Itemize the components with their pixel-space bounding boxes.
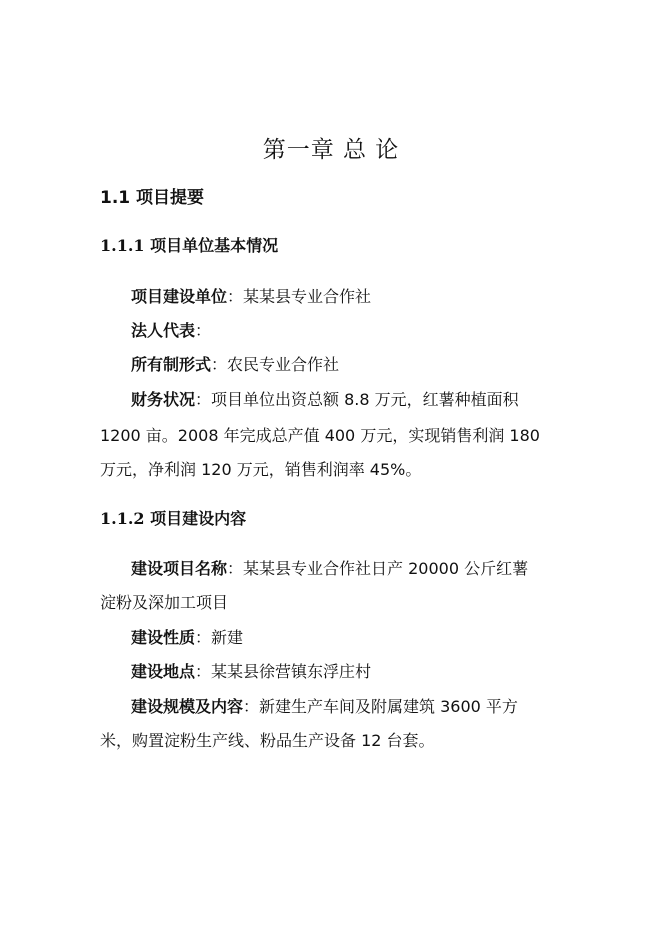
finance-line-2: 1200 亩。2008 年完成总产值 400 万元，实现销售利润 180 bbox=[100, 426, 540, 445]
nature-line bbox=[131, 626, 601, 650]
nature-label: 建设性质 bbox=[131, 628, 196, 647]
finance-line-1 bbox=[131, 388, 601, 412]
scale-separator: ： bbox=[243, 697, 260, 716]
ownership-label: 所有制形式 bbox=[131, 355, 212, 374]
scale-line-2: 米，购置淀粉生产线、粉品生产设备 12 台套。 bbox=[100, 731, 435, 750]
scale-line-1 bbox=[131, 695, 601, 719]
project-name-line-2: 淀粉及深加工项目 bbox=[100, 593, 229, 612]
finance-separator: ： bbox=[195, 390, 212, 409]
scale-label: 建设规模及内容 bbox=[131, 697, 244, 716]
location-value: 某某县徐营镇东浮庄村 bbox=[211, 662, 372, 681]
legal-separator: ： bbox=[195, 321, 212, 340]
unit-line bbox=[131, 285, 601, 309]
project-name-label: 建设项目名称 bbox=[131, 559, 228, 578]
finance-label: 财务状况 bbox=[131, 390, 196, 409]
subsection-title-1: 1.1.1 项目单位基本情况 bbox=[100, 236, 279, 255]
scale-text-1: 新建生产车间及附属建筑 3600 平方 bbox=[259, 697, 518, 716]
section-title: 1.1 项目提要 bbox=[100, 188, 205, 208]
legal-label: 法人代表 bbox=[131, 321, 196, 340]
location-label: 建设地点 bbox=[131, 662, 196, 681]
nature-separator: ： bbox=[195, 628, 212, 647]
ownership-value: 农民专业合作社 bbox=[227, 355, 340, 374]
legal-line bbox=[131, 319, 601, 343]
unit-separator: ： bbox=[227, 287, 244, 306]
nature-value: 新建 bbox=[211, 628, 244, 647]
project-name-line-1 bbox=[131, 557, 601, 581]
ownership-line bbox=[131, 353, 601, 377]
location-line bbox=[131, 660, 601, 684]
unit-value: 某某县专业合作社 bbox=[243, 287, 372, 306]
ownership-separator: ： bbox=[211, 355, 228, 374]
project-name-separator: ： bbox=[227, 559, 244, 578]
finance-text-1: 项目单位出资总额 8.8 万元，红薯种植面积 bbox=[211, 390, 519, 409]
project-name-text-1: 某某县专业合作社日产 20000 公斤红薯 bbox=[243, 559, 529, 578]
unit-label: 项目建设单位 bbox=[131, 287, 228, 306]
location-separator: ： bbox=[195, 662, 212, 681]
chapter-title: 第一章 总 论 bbox=[262, 137, 400, 163]
finance-line-3: 万元，净利润 120 万元，销售利润率 45%。 bbox=[100, 460, 422, 479]
subsection-title-2: 1.1.2 项目建设内容 bbox=[100, 509, 247, 528]
